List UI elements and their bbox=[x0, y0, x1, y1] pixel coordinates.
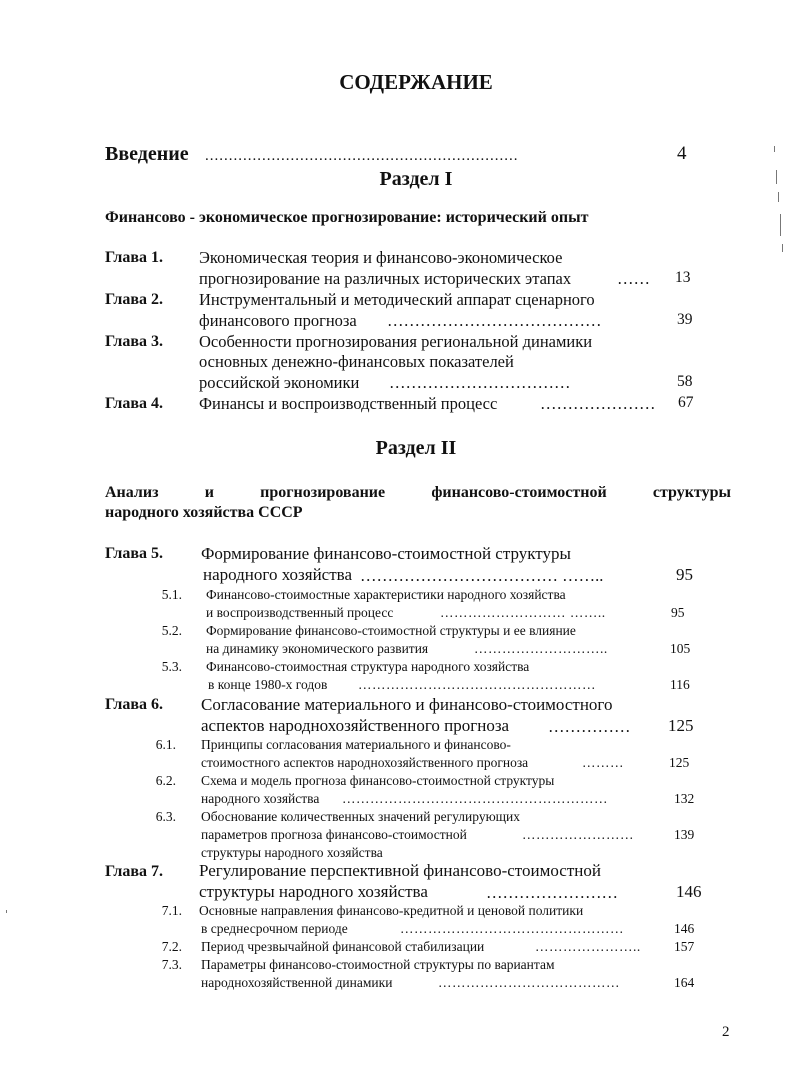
subsection-6-3-line1: Обоснование количественных значений регулирующих bbox=[201, 809, 521, 824]
chapter-6-title-line1: Согласование материального и финансово-стоимостного bbox=[201, 695, 613, 714]
chapter-3-leader-dots: …………………………… bbox=[389, 373, 571, 392]
chapter-2-leader-dots: ………………………………… bbox=[387, 311, 602, 330]
subtitle-word: структуры bbox=[652, 484, 731, 501]
scan-speck bbox=[782, 244, 783, 252]
subsection-5-3-line2: в конце 1980-х годов bbox=[208, 677, 328, 692]
chapter-6-label: Глава 6. bbox=[105, 696, 163, 713]
subsection-6-2-line2: народного хозяйства bbox=[201, 791, 320, 806]
chapter-6-title-line2: аспектов народнохозяйственного прогноза bbox=[201, 716, 510, 735]
section-1-heading: Раздел I bbox=[379, 168, 453, 190]
chapter-1-leader-dots: …… bbox=[617, 269, 650, 288]
subsection-7-1-leader-dots: ………………………………………… bbox=[400, 921, 624, 936]
subtitle-word: и bbox=[204, 484, 214, 501]
chapter-2-page: 39 bbox=[677, 311, 693, 328]
subsection-6-2-page: 132 bbox=[674, 791, 695, 806]
chapter-6-leader-dots: …………… bbox=[548, 717, 631, 736]
subsection-5-3-page: 116 bbox=[670, 677, 690, 692]
scan-speck bbox=[6, 910, 7, 913]
chapter-4-title-line1: Финансы и воспроизводственный процесс bbox=[199, 394, 498, 413]
chapter-3-title-line2: основных денежно-финансовых показателей bbox=[199, 352, 514, 371]
section-2-subtitle-line2: народного хозяйства СССР bbox=[105, 504, 303, 521]
chapter-4-label: Глава 4. bbox=[105, 395, 163, 412]
subsection-7-1-line2: в среднесрочном периоде bbox=[201, 921, 348, 936]
subsection-6-1-number: 6.1. bbox=[155, 737, 176, 752]
chapter-5-label: Глава 5. bbox=[105, 545, 163, 562]
subtitle-word: финансово-стоимостной bbox=[431, 484, 607, 501]
subsection-6-3-number: 6.3. bbox=[155, 809, 176, 824]
subsection-6-1-page: 125 bbox=[669, 755, 690, 770]
subsection-6-2-number: 6.2. bbox=[155, 773, 176, 788]
subsection-6-2-line1: Схема и модель прогноза финансово-стоимостной структуры bbox=[201, 773, 555, 788]
chapter-5-page: 95 bbox=[676, 565, 693, 584]
subsection-5-3-line1: Финансово-стоимостная структура народного хозяйства bbox=[206, 659, 530, 674]
chapter-7-label: Глава 7. bbox=[105, 863, 163, 880]
scan-speck bbox=[780, 214, 781, 236]
subsection-6-1-leader-dots: ……… bbox=[582, 755, 624, 770]
subsection-6-3-line3: структуры народного хозяйства bbox=[201, 845, 383, 860]
subsection-7-3-line2: народнохозяйственной динамики bbox=[201, 975, 393, 990]
chapter-1-title-line1: Экономическая теория и финансово-экономическое bbox=[199, 248, 563, 267]
chapter-3-page: 58 bbox=[677, 373, 693, 390]
subsection-5-2-line2: на динамику экономического развития bbox=[206, 641, 429, 656]
intro-label: Введение bbox=[105, 143, 189, 165]
chapter-2-title-line1: Инструментальный и методический аппарат сценарного bbox=[199, 290, 595, 309]
chapter-5-title-line2: народного хозяйства bbox=[203, 565, 353, 584]
subsection-7-3-page: 164 bbox=[674, 975, 695, 990]
chapter-1-title-line2: прогнозирование на различных исторических этапах bbox=[199, 269, 572, 288]
subsection-7-3-number: 7.3. bbox=[161, 957, 182, 972]
subsection-7-2-number: 7.2. bbox=[161, 939, 182, 954]
subsection-7-3-leader-dots: ………………………………… bbox=[438, 975, 620, 990]
page-number: 2 bbox=[722, 1024, 730, 1040]
chapter-2-label: Глава 2. bbox=[105, 291, 163, 308]
subtitle-word: прогнозирование bbox=[260, 484, 386, 501]
chapter-4-page: 67 bbox=[678, 394, 694, 411]
subsection-5-1-line1: Финансово-стоимостные характеристики народного хозяйства bbox=[206, 587, 566, 602]
chapter-1-page: 13 bbox=[675, 269, 691, 286]
subsection-7-1-number: 7.1. bbox=[161, 903, 182, 918]
subsection-5-2-line1: Формирование финансово-стоимостной структуры и ее влияние bbox=[206, 623, 576, 638]
section-2-subtitle-line1 bbox=[105, 484, 731, 502]
chapter-2-title-line2: финансового прогноза bbox=[199, 311, 357, 330]
subsection-5-3-leader-dots: …………………………………………… bbox=[358, 677, 596, 692]
intro-page-number: 4 bbox=[677, 143, 687, 164]
chapter-7-title-line2: структуры народного хозяйства bbox=[199, 882, 428, 901]
subsection-5-3-number: 5.3. bbox=[161, 659, 182, 674]
subsection-6-1-line1: Принципы согласования материального и финансово- bbox=[201, 737, 511, 752]
chapter-3-title-line3: российской экономики bbox=[199, 373, 360, 392]
chapter-7-title-line1: Регулирование перспективной финансово-стоимостной bbox=[199, 861, 601, 880]
scan-speck bbox=[776, 170, 777, 184]
scan-speck bbox=[778, 192, 779, 202]
page-title: СОДЕРЖАНИЕ bbox=[339, 70, 493, 94]
subsection-5-2-page: 105 bbox=[670, 641, 691, 656]
chapter-5-leader-dots: ……………………………… …….. bbox=[360, 566, 604, 585]
subsection-5-1-page: 95 bbox=[671, 605, 685, 620]
section-1-subtitle: Финансово - экономическое прогнозирование: исторический опыт bbox=[105, 209, 589, 226]
subsection-7-2-leader-dots: ………………….. bbox=[535, 939, 641, 954]
subsection-6-3-page: 139 bbox=[674, 827, 695, 842]
subsection-6-3-leader-dots: …………………… bbox=[522, 827, 634, 842]
subsection-7-3-line1: Параметры финансово-стоимостной структуры по вариантам bbox=[201, 957, 555, 972]
subsection-7-2-page: 157 bbox=[674, 939, 695, 954]
intro-leader-dots: .................................................................. bbox=[205, 148, 519, 164]
subsection-5-1-line2: и воспроизводственный процесс bbox=[206, 605, 394, 620]
subsection-6-2-leader-dots: ………………………………………………… bbox=[342, 791, 608, 806]
chapter-5-title-line1: Формирование финансово-стоимостной структуры bbox=[201, 544, 571, 563]
scan-speck bbox=[774, 146, 775, 152]
subsection-6-3-line2: параметров прогноза финансово-стоимостной bbox=[201, 827, 467, 842]
chapter-3-title-line1: Особенности прогнозирования региональной динамики bbox=[199, 332, 593, 351]
subsection-7-1-page: 146 bbox=[674, 921, 695, 936]
subsection-5-1-leader-dots: ……………………… …….. bbox=[440, 605, 606, 620]
chapter-1-label: Глава 1. bbox=[105, 249, 163, 266]
chapter-7-leader-dots: …………………… bbox=[486, 883, 618, 902]
chapter-7-page: 146 bbox=[676, 882, 702, 901]
subsection-5-2-leader-dots: ……………………….. bbox=[474, 641, 608, 656]
subsection-7-1-line1: Основные направления финансово-кредитной и ценовой политики bbox=[199, 903, 584, 918]
chapter-3-label: Глава 3. bbox=[105, 333, 163, 350]
subsection-7-2-line1: Период чрезвычайной финансовой стабилизации bbox=[201, 939, 485, 954]
section-2-heading: Раздел II bbox=[375, 437, 457, 459]
chapter-6-page: 125 bbox=[668, 716, 694, 735]
subtitle-word: Анализ bbox=[105, 484, 159, 501]
subsection-5-1-number: 5.1. bbox=[161, 587, 182, 602]
subsection-6-1-line2: стоимостного аспектов народнохозяйственного прогноза bbox=[201, 755, 529, 770]
chapter-4-leader-dots: ………………… bbox=[540, 394, 656, 413]
subsection-5-2-number: 5.2. bbox=[161, 623, 182, 638]
